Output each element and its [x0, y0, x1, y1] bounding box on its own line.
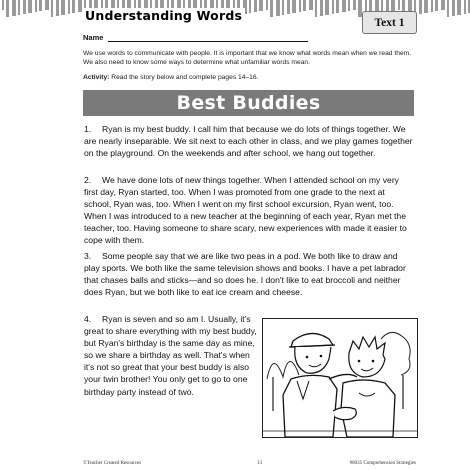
stripe — [72, 0, 75, 13]
stripe — [276, 0, 280, 16]
story-paragraph-4 — [84, 313, 260, 398]
stripe — [398, 0, 400, 10]
stripe — [325, 0, 329, 15]
footer-copyright: ©Teacher Created Resources — [83, 461, 142, 466]
stripe — [254, 0, 257, 12]
footer-product: #8035 Comprehension Strategies — [349, 461, 416, 466]
stripe — [353, 0, 356, 10]
stripe — [56, 0, 59, 16]
stripe — [348, 0, 350, 11]
activity-label: Activity: — [83, 74, 110, 81]
story-paragraph-2 — [84, 174, 414, 247]
stripe — [2, 0, 4, 10]
stripe — [457, 0, 461, 15]
stripe — [51, 0, 53, 17]
stripe — [12, 0, 16, 16]
stripe — [303, 0, 306, 11]
paragraph-text: Some people say that we are like two peas in a pod. We both like to draw and play sports. We both like the same television shows and books. I have a pet labrador that chases balls and sticks—and so does he. I don't like to eat broccoli and neither does Ryan, but we both like to eat ice cream and cheese. — [84, 251, 406, 298]
stripe — [18, 0, 20, 15]
story-title: Best Buddies — [176, 92, 321, 114]
stripe — [315, 0, 317, 17]
activity-text: Read the story below and complete pages 14–16. — [109, 74, 259, 81]
stripe — [452, 0, 455, 16]
stripe — [35, 0, 37, 12]
stripe — [259, 0, 263, 11]
stripe — [299, 0, 301, 12]
section-title: Understanding Words — [82, 8, 245, 23]
stripe — [249, 0, 251, 13]
name-write-line — [108, 41, 308, 42]
stripe — [431, 0, 433, 12]
footer-page-number: 13 — [257, 461, 262, 466]
two-boys-illustration — [262, 318, 418, 438]
intro-text: We use words to communicate with people. It is important that we know what words mean when we read them. We also need to know some ways to determine what unfamiliar words mean. — [83, 50, 412, 66]
stripe — [391, 0, 395, 11]
paragraph-number: 4. — [84, 314, 92, 324]
paragraph-number: 1. — [84, 124, 92, 134]
stripe — [266, 0, 268, 10]
stripe — [419, 0, 422, 14]
stripe — [464, 0, 466, 14]
stripe — [424, 0, 428, 13]
activity-instructions — [83, 73, 413, 82]
stripe — [287, 0, 290, 14]
stripe — [270, 0, 273, 17]
stripe — [332, 0, 334, 14]
text-tab: Text 1 — [362, 11, 417, 34]
paragraph-number: 2. — [84, 175, 92, 185]
stripe — [435, 0, 438, 11]
stripe — [320, 0, 323, 16]
stripe — [45, 0, 49, 10]
stripe — [447, 0, 449, 17]
stripe — [28, 0, 32, 13]
stripe — [441, 0, 445, 10]
stripe — [342, 0, 346, 12]
story-paragraph-1 — [84, 123, 414, 159]
stripe — [61, 0, 65, 15]
stripe — [39, 0, 42, 11]
stripe — [23, 0, 26, 14]
stripe — [6, 0, 9, 17]
paragraph-text: We have done lots of new things together. When I attended school on my very first day, Ryan started, too. When I was promoted from one grade to the next at school, Ryan was, too. When I went on my first school excursion, Ryan went, too. When I was introduced to a new teacher at the beginning of each year, Ryan met the teacher, too. Having someone to share scary, new experiences with made it easier to cope with them. — [84, 175, 407, 246]
paragraph-text: Ryan is my best buddy. I call him that because we do lots of things together. We are nearly inseparable. We sit next to each other in class, and we play games together on the playground. On the weekends and after school, we hang out together. — [84, 124, 413, 159]
stripe — [336, 0, 339, 13]
stripe — [68, 0, 70, 14]
stripe — [309, 0, 313, 10]
story-title-banner — [83, 90, 414, 116]
stripe — [292, 0, 296, 13]
paragraph-number: 3. — [84, 251, 92, 261]
story-paragraph-3 — [84, 250, 414, 298]
boys-drawing — [263, 319, 417, 437]
name-label: Name — [83, 33, 104, 42]
paragraph-text: Ryan is seven and so am I. Usually, it's great to share everything with my best buddy, but Ryan's birthday is the same day as mine, so we share a birthday as well. That's when it's not so great that your best buddy is also your twin brother! You only get to go to one birthday party instead of two. — [84, 314, 257, 397]
stripe — [282, 0, 284, 15]
